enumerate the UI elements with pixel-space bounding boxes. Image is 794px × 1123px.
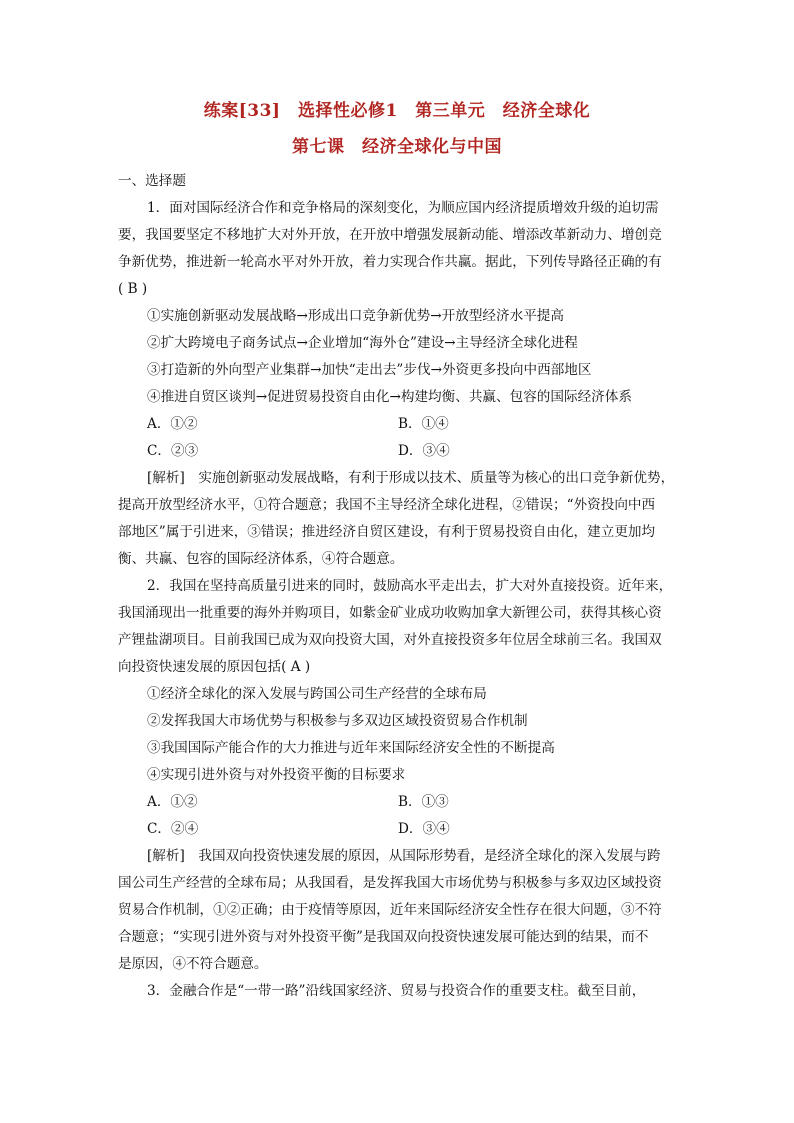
- q1-analysis-line: 衡、共赢、包容的国际经济体系，④符合题意。: [118, 551, 404, 567]
- q2-analysis-line: 合题意；“实现引进外资与对外投资平衡”是我国双向投资快速发展可能达到的结果，而不: [118, 929, 649, 945]
- lesson-title: 第七课 经济全球化与中国: [292, 137, 502, 157]
- q1-option-d: D．③④: [398, 443, 450, 459]
- q2-stem-line: 我国涌现出一批重要的海外并购项目，如紫金矿业成功收购加拿大新锂公司，获得其核心资: [118, 605, 662, 621]
- q2-item: ①经济全球化的深入发展与跨国公司生产经营的全球布局: [147, 686, 487, 702]
- q1-option-c: C．②③: [147, 443, 199, 459]
- q2-analysis-line: 贸易合作机制，①②正确；由于疫情等原因，近年来国际经济安全性存在很大问题，③不符: [118, 902, 662, 918]
- q1-stem-line: 要，我国要坚定不移地扩大对外开放，在开放中增强发展新动能、增添改革新动力、增创竞: [118, 227, 662, 243]
- q1-item: ②扩大跨境电子商务试点→企业增加“海外仓”建设→主导经济全球化进程: [147, 335, 578, 351]
- q2-analysis-line: 国公司生产经营的全球布局；从我国看，是发挥我国大市场优势与积极参与多双边区域投资: [118, 875, 662, 891]
- q2-item: ②发挥我国大市场优势与积极参与多双边区域投资贸易合作机制: [147, 713, 528, 729]
- section-heading: 一、选择题: [118, 173, 186, 189]
- q2-analysis-line: [解析] 我国双向投资快速发展的原因，从国际形势看，是经济全球化的深入发展与跨: [147, 848, 661, 864]
- q1-analysis-line: 提高开放型经济水平，①符合题意；我国不主导经济全球化进程，②错误；“外资投向中西: [118, 497, 656, 513]
- q1-option-a: A．①②: [147, 416, 198, 432]
- q2-stem-line: 2．我国在坚持高质量引进来的同时，鼓励高水平走出去，扩大对外直接投资。近年来，: [147, 578, 673, 594]
- q3-stem-line: 3．金融合作是“一带一路”沿线国家经济、贸易与投资合作的重要支柱。截至目前，: [147, 983, 646, 999]
- q2-item: ④实现引进外资与对外投资平衡的目标要求: [147, 767, 406, 783]
- q2-stem-line: 向投资快速发展的原因包括( A ): [118, 659, 311, 675]
- q1-stem-line: 1．面对国际经济合作和竞争格局的深刻变化，为顺应国内经济提质增效升级的迫切需: [147, 200, 659, 216]
- q2-option-a: A．①②: [147, 794, 198, 810]
- q2-stem-line: 产锂盐湖项目。目前我国已成为双向投资大国，对外直接投资多年位居全球前三名。我国双: [118, 632, 662, 648]
- q2-option-b: B．①③: [398, 794, 449, 810]
- q1-answer: ( B ): [118, 281, 148, 297]
- q1-analysis-line: 部地区”属于引进来，③错误；推进经济自贸区建设，有利于贸易投资自由化，建立更加均: [118, 524, 656, 540]
- q1-item: ①实施创新驱动发展战略→形成出口竞争新优势→开放型经济水平提高: [147, 308, 564, 324]
- q1-item: ③打造新的外向型产业集群→加快“走出去”步伐→外资更多投向中西部地区: [147, 362, 592, 378]
- q2-item: ③我国国际产能合作的大力推进与近年来国际经济安全性的不断提高: [147, 740, 555, 756]
- page-title: 练案[33] 选择性必修1 第三单元 经济全球化: [203, 101, 591, 121]
- q1-stem-line: 争新优势，推进新一轮高水平对外开放，着力实现合作共赢。据此，下列传导路径正确的有: [118, 254, 662, 270]
- q2-analysis-line: 是原因，④不符合题意。: [118, 956, 268, 972]
- q1-item: ④推进自贸区谈判→促进贸易投资自由化→构建均衡、共赢、包容的国际经济体系: [147, 389, 632, 405]
- q2-option-d: D．③④: [398, 821, 450, 837]
- q2-option-c: C．②④: [147, 821, 199, 837]
- q1-option-b: B．①④: [398, 416, 449, 432]
- q1-analysis-line: [解析] 实施创新驱动发展战略，有利于形成以技术、质量等为核心的出口竞争新优势，: [147, 470, 675, 486]
